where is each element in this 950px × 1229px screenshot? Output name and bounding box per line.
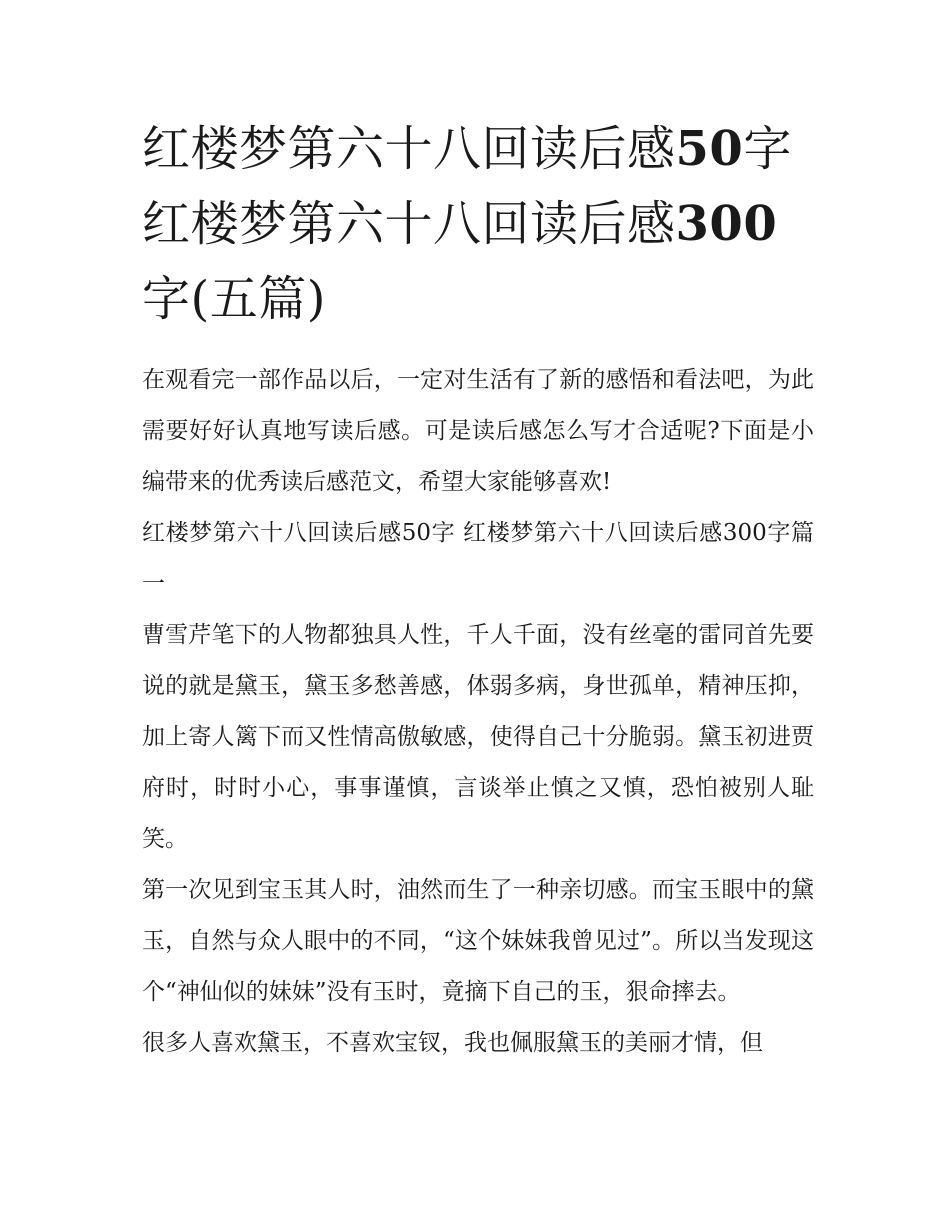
title-part-3: 字(五篇) xyxy=(142,271,326,327)
body-paragraph: 曹雪芹笔下的人物都独具人性，千人千面，没有丝毫的雷同首先要说的就是黛玉，黛玉多愁善感，体弱多病，身世孤单，精神压抑，加上寄人篱下而又性情高傲敏感，使得自己十分脆弱。黛玉初进贾府时，时时小心，事事谨慎，言谈举止慎之又慎，恐怕被别人耻笑。 xyxy=(142,622,814,852)
body-paragraph: 很多人喜欢黛玉，不喜欢宝钗，我也佩服黛玉的美丽才情，但 xyxy=(142,1030,763,1056)
body-paragraph: 第一次见到宝玉其人时，油然而生了一种亲切感。而宝玉眼中的黛玉，自然与众人眼中的不同，“这个妹妹我曾见过”。所以当发现这个“神仙似的妹妹”没有玉时，竟摘下自己的玉，狠命摔去。 xyxy=(142,877,814,1005)
document-page xyxy=(142,112,814,1069)
intro-paragraph: 在观看完一部作品以后，一定对生活有了新的感悟和看法吧，为此需要好好认真地写读后感。可是读后感怎么写才合适呢?下面是小编带来的优秀读后感范文，希望大家能够喜欢! xyxy=(142,367,814,495)
title-part-2: 字 红楼梦第六十八回读后感 xyxy=(142,121,792,252)
document-title xyxy=(142,112,814,337)
title-number-50: 50 xyxy=(675,121,744,177)
section-heading: 红楼梦第六十八回读后感50字 红楼梦第六十八回读后感300字篇一 xyxy=(142,520,814,597)
title-part-1: 红楼梦第六十八回读后感 xyxy=(142,121,676,177)
title-number-300: 300 xyxy=(675,196,778,252)
